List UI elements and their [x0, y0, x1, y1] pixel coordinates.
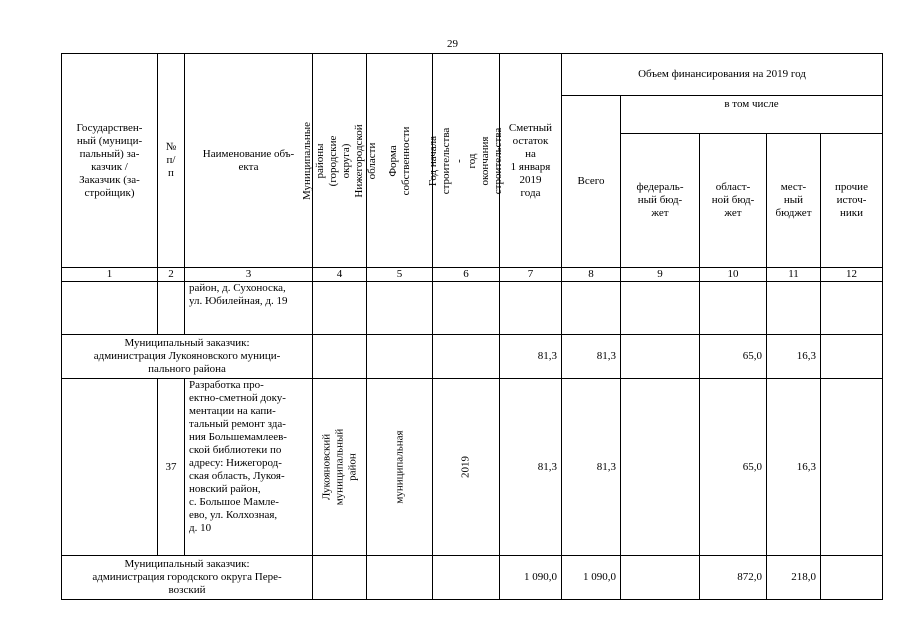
local-value: 16,3 — [767, 379, 821, 556]
header-district: Муниципальные районы (городские округа) Нижегородской области — [300, 121, 378, 200]
header-years: Год начала строительства - год окончания строительства — [427, 127, 504, 194]
district-cell — [313, 379, 367, 556]
column-number: 11 — [767, 268, 821, 282]
estimate-value: 1 090,0 — [500, 556, 562, 600]
table-row — [62, 282, 883, 335]
header-estimate: Сметный остаток на 1 января 2019 года — [500, 54, 562, 268]
table-row — [62, 335, 883, 379]
regional-value: 65,0 — [700, 335, 767, 379]
estimate-value: 81,3 — [500, 379, 562, 556]
customer-label: Муниципальный заказчик: администрация городского округа Пере- возский — [62, 556, 313, 600]
table-row — [62, 379, 883, 556]
ownership: муниципальная — [393, 430, 405, 504]
table-row — [62, 556, 883, 600]
header-number: № п/ п — [158, 54, 185, 268]
column-number: 5 — [367, 268, 433, 282]
financing-table — [61, 53, 883, 600]
regional-value: 65,0 — [700, 379, 767, 556]
header-federal: федераль- ный бюд- жет — [621, 134, 700, 268]
header-object-name: Наименование объ- екта — [185, 54, 313, 268]
estimate-value: 81,3 — [500, 335, 562, 379]
object-name: район, д. Сухоноска, ул. Юбилейная, д. 19 — [185, 282, 313, 335]
column-number: 12 — [821, 268, 883, 282]
header-ownership-cell — [367, 54, 433, 268]
regional-value: 872,0 — [700, 556, 767, 600]
column-number: 10 — [700, 268, 767, 282]
header-district-cell — [300, 54, 378, 268]
header-customer: Государствен- ный (муници- пальный) за- казчик / Заказчик (за- стройщик) — [62, 54, 158, 268]
column-number: 1 — [62, 268, 158, 282]
column-number: 4 — [313, 268, 367, 282]
district: Лукояновский муниципальный район — [320, 428, 358, 506]
column-number: 8 — [562, 268, 621, 282]
item-number: 37 — [158, 379, 185, 556]
column-number: 2 — [158, 268, 185, 282]
page-number: 29 — [447, 38, 458, 50]
year: 2019 — [459, 456, 472, 478]
ownership-cell — [367, 379, 433, 556]
customer-label: Муниципальный заказчик: администрация Лукояновского муници- пального района — [62, 335, 313, 379]
total-value: 81,3 — [562, 379, 621, 556]
header-funding-title: Объем финансирования на 2019 год — [562, 54, 883, 96]
column-number: 3 — [185, 268, 313, 282]
local-value: 218,0 — [767, 556, 821, 600]
total-value: 1 090,0 — [562, 556, 621, 600]
object-name: Разработка про- ектно-сметной доку- ментации на капи- тальный ремонт зда- ния Большемамлеев- ской библиотеки по адресу: Нижегород- ская область, Лукоя- новский район, с. Большое Мамле- ево, ул. Колхозная, д. 10 — [185, 379, 313, 556]
total-value: 81,3 — [562, 335, 621, 379]
column-number: 6 — [433, 268, 500, 282]
header-local: мест- ный бюджет — [767, 134, 821, 268]
header-total: Всего — [562, 96, 621, 268]
header-regional: област- ной бюд- жет — [700, 134, 767, 268]
column-number: 7 — [500, 268, 562, 282]
header-years-cell — [427, 54, 504, 268]
header-including: в том числе — [621, 96, 883, 134]
column-numbers-row — [62, 268, 883, 282]
year-cell — [433, 379, 500, 556]
header-other: прочие источ- ники — [821, 134, 883, 268]
local-value: 16,3 — [767, 335, 821, 379]
column-number: 9 — [621, 268, 700, 282]
header-ownership: Форма собственности — [386, 126, 412, 195]
